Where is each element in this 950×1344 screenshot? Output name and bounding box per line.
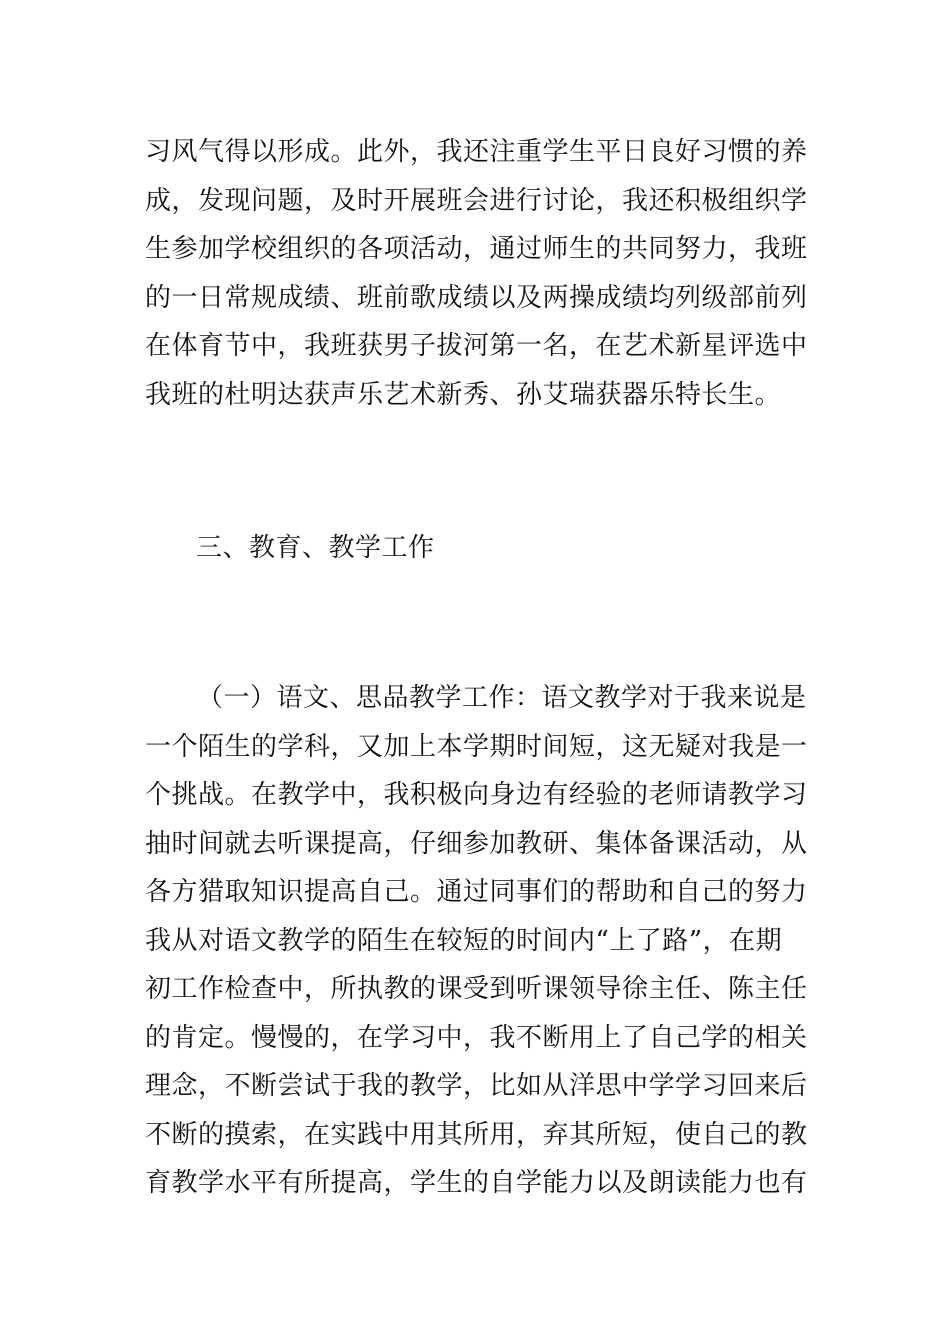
text-line: 育教学水平有所提高，学生的自学能力以及朗读能力也有 [145, 1168, 808, 1198]
text-line: 个挑战。在教学中，我积极向身边有经验的老师请教学习 [145, 780, 808, 810]
paragraph-class-activities [145, 128, 815, 419]
text-line: 初工作检查中，所执教的课受到听课领导徐主任、陈主任 [145, 974, 808, 1004]
text-line: 我班的杜明达获声乐艺术新秀、孙艾瑞获器乐特长生。 [145, 379, 782, 410]
text-line: 成，发现问题，及时开展班会进行讨论，我还积极组织学 [145, 185, 808, 216]
section-heading [196, 524, 866, 573]
section-heading-text: 三、教育、教学工作 [196, 533, 435, 563]
text-line: 习风气得以形成。此外，我还注重学生平日良好习惯的养 [145, 137, 808, 167]
text-line: 理念，不断尝试于我的教学，比如从洋思中学学习回来后 [145, 1071, 808, 1101]
paragraph-chinese-teaching [145, 674, 815, 1208]
text-line: 各方猎取知识提高自己。通过同事们的帮助和自己的努力 [145, 877, 808, 907]
text-line: 一个陌生的学科，又加上本学期时间短，这无疑对我是一 [145, 731, 808, 762]
text-line: 抽时间就去听课提高，仔细参加教研、集体备课活动，从 [145, 828, 808, 859]
text-line: 生参加学校组织的各项活动，通过师生的共同努力，我班 [145, 234, 808, 264]
text-line: 的肯定。慢慢的，在学习中，我不断用上了自己学的相关 [145, 1022, 808, 1053]
text-line: 的一日常规成绩、班前歌成绩以及两操成绩均列级部前列 [145, 282, 808, 313]
text-line: 我从对语文教学的陌生在较短的时间内“上了路”，在期 [145, 925, 783, 956]
text-line: 在体育节中，我班获男子拔河第一名，在艺术新星评选中 [145, 331, 808, 361]
text-line: 不断的摸索，在实践中用其所用，弃其所短，使自己的教 [145, 1119, 808, 1150]
text-line: （一）语文、思品教学工作：语文教学对于我来说是 [197, 683, 807, 713]
